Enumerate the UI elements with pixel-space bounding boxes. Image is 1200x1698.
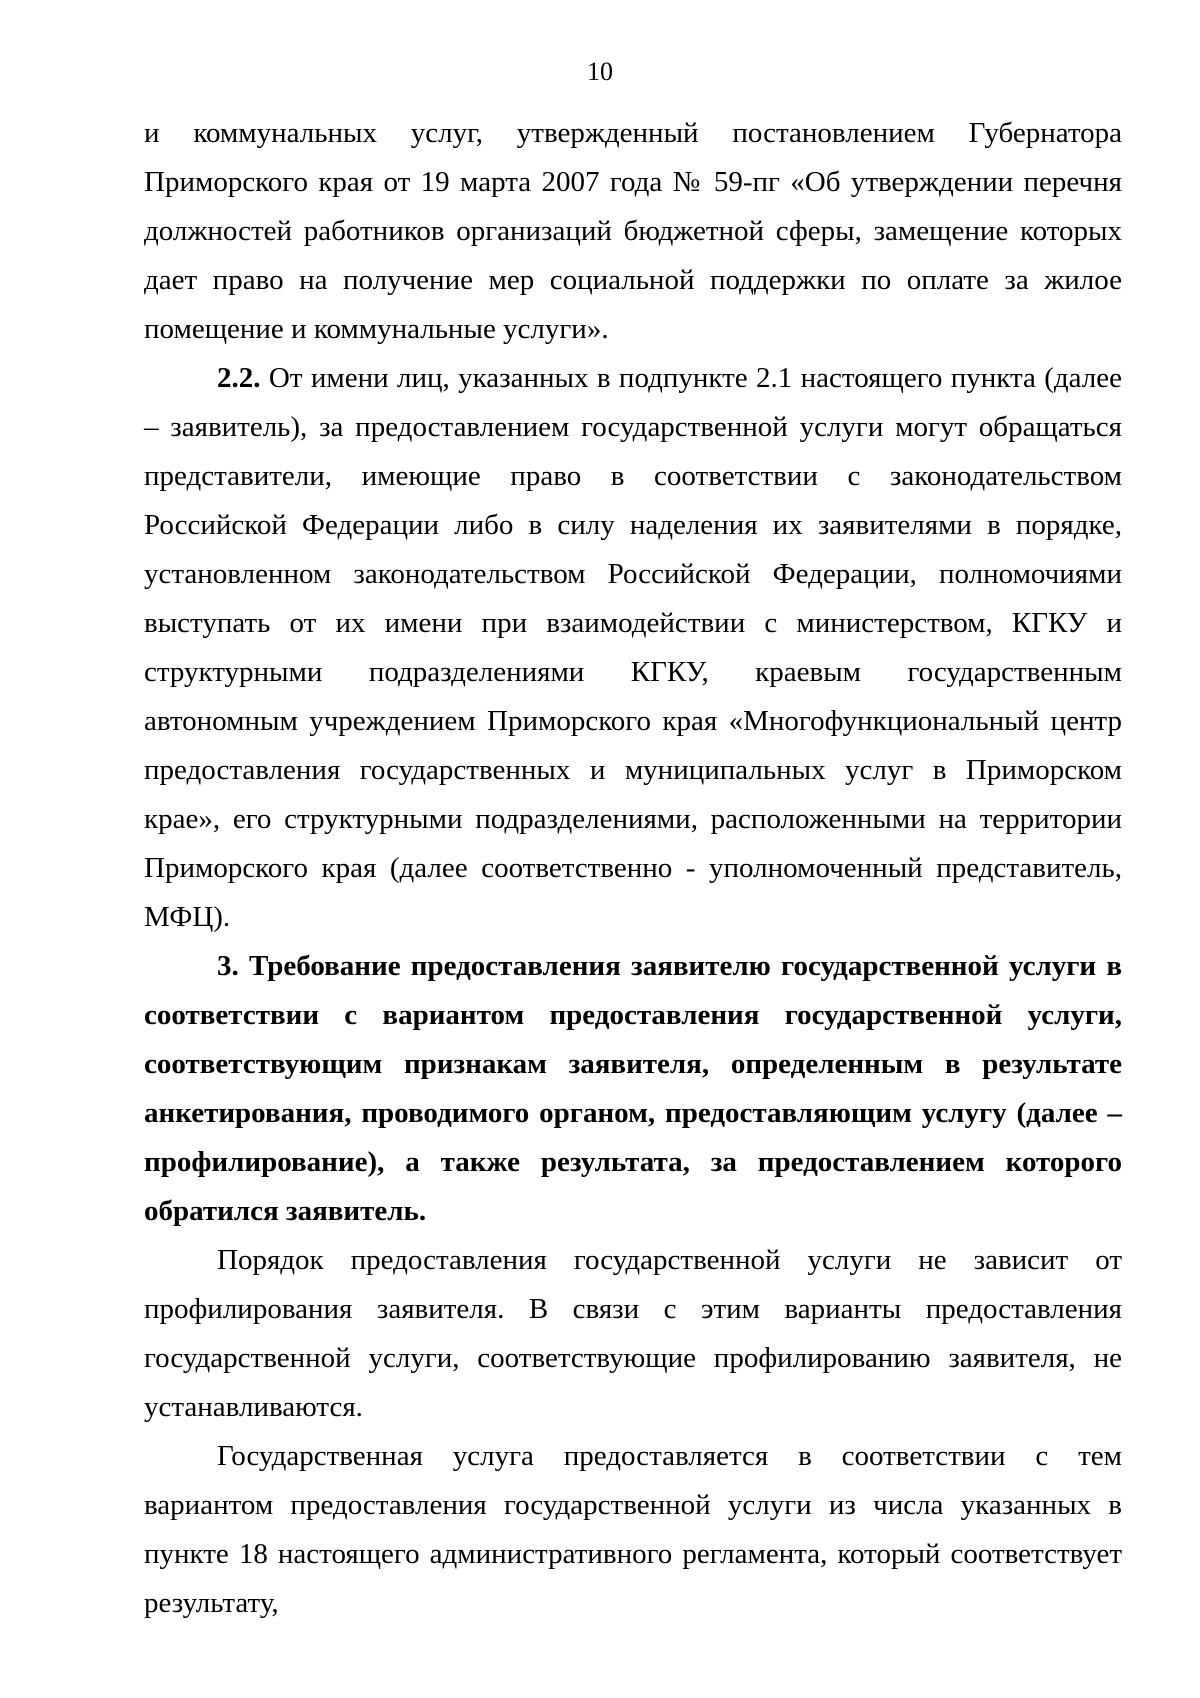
paragraph-2-2 (144, 354, 1122, 942)
section-3-heading: 3. Требование предоставления заявителю государственной услуги в соответствии с вариантом предоставления государственной услуги, соответствующим признакам заявителя, определенным в результате анкетирования, проводимого органом, предоставляющим услугу (далее – профилирование), а также результата, за предоставлением которого обратился заявитель. (144, 950, 1122, 1227)
paragraph-text: От имени лиц, указанных в подпункте 2.1 настоящего пункта (далее – заявитель), за предоставлением государственной услуги могут обращаться представители, имеющие право в соответствии с законодательством Российской Федерации либо в силу наделения их заявителями в порядке, установленном законодательством Российской Федерации, полномочиями выступать от их имени при взаимодействии с министерством, КГКУ и структурными подразделениями КГКУ, краевым государственным автономным учреждением Приморского края «Многофункциональный центр предоставления государственных и муниципальных услуг в Приморском крае», его структурными подразделениями, расположенными на территории Приморского края (далее соответственно - уполномоченный представитель, МФЦ). (144, 362, 1122, 933)
document-body (144, 109, 1122, 1628)
page-number: 10 (587, 57, 613, 86)
paragraph-profiling: Порядок предоставления государственной услуги не зависит от профилирования заявителя. В связи с этим варианты предоставления государственной услуги, соответствующие профилированию заявителя, не устанавливаются. (144, 1244, 1122, 1423)
paragraph-number: 2.2. (217, 362, 261, 394)
paragraph-continuation: и коммунальных услуг, утвержденный постановлением Губернатора Приморского края от 19 марта 2007 года № 59-пг «Об утверждении перечня должностей работников организаций бюджетной сферы, замещение которых дает право на получение мер социальной поддержки по оплате за жилое помещение и коммунальные услуги». (144, 117, 1122, 345)
paragraph-variant: Государственная услуга предоставляется в соответствии с тем вариантом предоставления государственной услуги из числа указанных в пункте 18 настоящего административного регламента, который соответствует результату, (144, 1440, 1122, 1619)
